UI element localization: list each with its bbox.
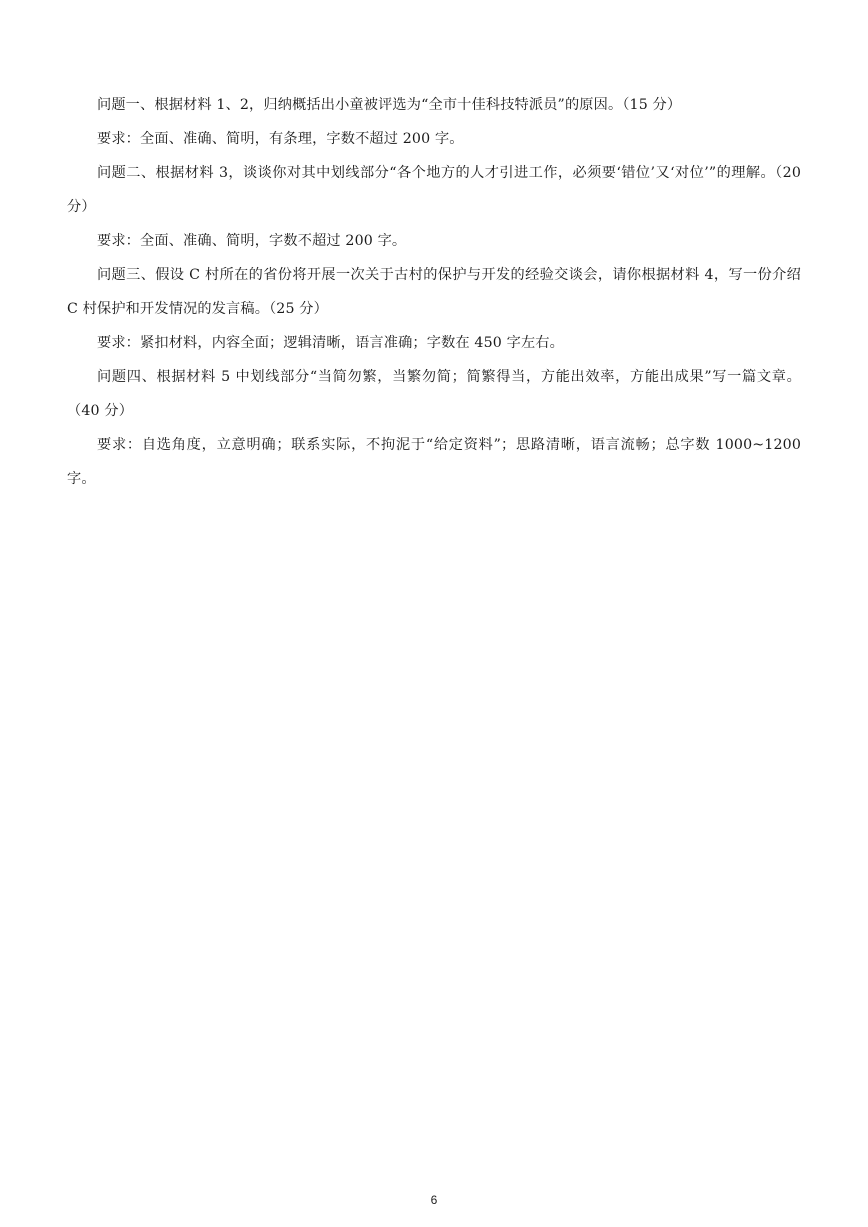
page-number: 6 xyxy=(430,1193,438,1207)
question-3: 问题三、假设 C 村所在的省份将开展一次关于古村的保护与开发的经验交谈会，请你根据材料 4，写一份介绍 C 村保护和开发情况的发言稿。（25 分） xyxy=(67,267,801,317)
document-body xyxy=(67,88,801,496)
question-4: 问题四、根据材料 5 中划线部分“当简勿繁，当繁勿简；简繁得当，方能出效率，方能出成果”写一篇文章。（40 分） xyxy=(67,369,801,419)
question-4-requirement: 要求：自选角度，立意明确；联系实际，不拘泥于“给定资料”；思路清晰，语言流畅；总字数 1000~1200 字。 xyxy=(67,437,801,487)
question-2-requirement: 要求：全面、准确、简明，字数不超过 200 字。 xyxy=(97,233,407,249)
question-1: 问题一、根据材料 1、2，归纳概括出小童被评选为“全市十佳科技特派员”的原因。（15 分） xyxy=(97,97,682,113)
question-1-requirement: 要求：全面、准确、简明，有条理，字数不超过 200 字。 xyxy=(97,131,464,147)
question-2: 问题二、根据材料 3，谈谈你对其中划线部分“各个地方的人才引进工作，必须要‘错位’又‘对位’”的理解。（20 分） xyxy=(67,165,801,215)
question-3-requirement: 要求：紧扣材料，内容全面；逻辑清晰，语言准确；字数在 450 字左右。 xyxy=(97,335,564,351)
